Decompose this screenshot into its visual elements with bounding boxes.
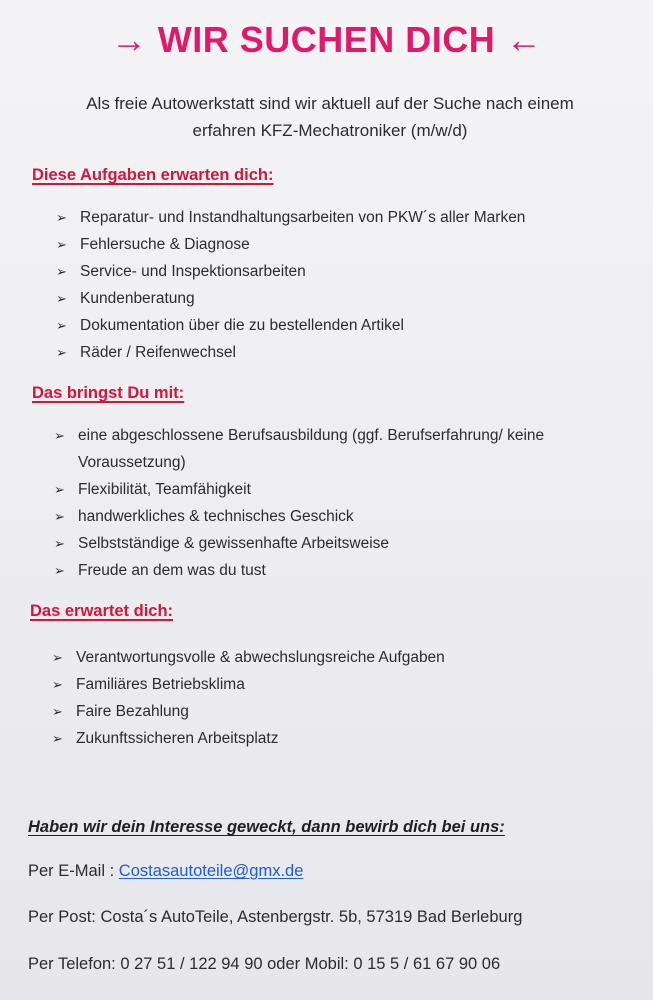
arrow-bullet-icon: ➢ [56, 345, 67, 360]
section-heading-requirements: Das bringst Du mit: [32, 384, 185, 402]
list-item: ➢ Räder / Reifenwechsel [56, 339, 525, 366]
contact-phone-line: Per Telefon: 0 27 51 / 122 94 90 oder Mobil: 0 15 5 / 61 67 90 06 [28, 955, 501, 973]
arrow-bullet-icon: ➢ [54, 509, 65, 524]
section-heading-offer: Das erwartet dich: [30, 602, 174, 620]
list-item: ➢ handwerkliches & technisches Geschick [54, 503, 544, 530]
arrow-bullet-icon: ➢ [54, 536, 65, 551]
list-item: ➢ Freude an dem was du tust [54, 557, 544, 584]
headline [0, 16, 653, 64]
headline-text: WIR SUCHEN DICH [157, 19, 496, 60]
call-to-action: Haben wir dein Interesse geweckt, dann bewirb dich bei uns: [28, 818, 505, 836]
list-item: ➢ Verantwortungsvolle & abwechslungsreiche Aufgaben [52, 644, 445, 671]
list-item: ➢ Fehlersuche & Diagnose [56, 231, 525, 258]
arrow-bullet-icon: ➢ [56, 210, 67, 225]
arrow-bullet-icon: ➢ [56, 264, 67, 279]
arrow-right-icon: → [110, 19, 148, 60]
list-item: ➢ Flexibilität, Teamfähigkeit [54, 476, 544, 503]
list-item: ➢ Zukunftssicheren Arbeitsplatz [52, 725, 445, 752]
intro-line-1: Als freie Autowerkstatt sind wir aktuell auf der Suche nach einem [86, 94, 574, 113]
arrow-bullet-icon: ➢ [52, 704, 63, 719]
section-heading-tasks: Diese Aufgaben erwarten dich: [32, 166, 274, 184]
contact-email-line [28, 862, 303, 881]
email-link[interactable]: Costasautoteile@gmx.de [118, 862, 304, 880]
arrow-left-icon: ← [505, 19, 543, 60]
intro-line-2: erfahren KFZ-Mechatroniker (m/w/d) [192, 121, 468, 140]
arrow-bullet-icon: ➢ [56, 237, 67, 252]
list-item-continuation: Voraussetzung) [78, 454, 186, 471]
list-item: ➢ Familiäres Betriebsklima [52, 671, 445, 698]
intro-text [30, 90, 630, 144]
tasks-list [56, 204, 525, 366]
requirements-list [54, 422, 544, 584]
list-item: ➢ eine abgeschlossene Berufsausbildung (ggf. Berufserfahrung/ keine [54, 422, 544, 449]
list-item: ➢ Service- und Inspektionsarbeiten [56, 258, 525, 285]
list-item: ➢ Dokumentation über die zu bestellenden Artikel [56, 312, 525, 339]
arrow-bullet-icon: ➢ [54, 482, 65, 497]
arrow-bullet-icon: ➢ [54, 428, 65, 443]
list-item: ➢ Reparatur- und Instandhaltungsarbeiten von PKW´s aller Marken [56, 204, 525, 231]
list-item: ➢ Selbstständige & gewissenhafte Arbeitsweise [54, 530, 544, 557]
list-item: ➢ Kundenberatung [56, 285, 525, 312]
arrow-bullet-icon: ➢ [54, 563, 65, 578]
arrow-bullet-icon: ➢ [52, 677, 63, 692]
arrow-bullet-icon: ➢ [52, 650, 63, 665]
offer-list [52, 644, 445, 752]
arrow-bullet-icon: ➢ [56, 291, 67, 306]
list-item: ➢ Faire Bezahlung [52, 698, 445, 725]
arrow-bullet-icon: ➢ [52, 731, 63, 746]
arrow-bullet-icon: ➢ [56, 318, 67, 333]
email-label: Per E-Mail : [28, 862, 119, 880]
contact-post-line: Per Post: Costa´s AutoTeile, Astenbergstr. 5b, 57319 Bad Berleburg [28, 908, 523, 926]
